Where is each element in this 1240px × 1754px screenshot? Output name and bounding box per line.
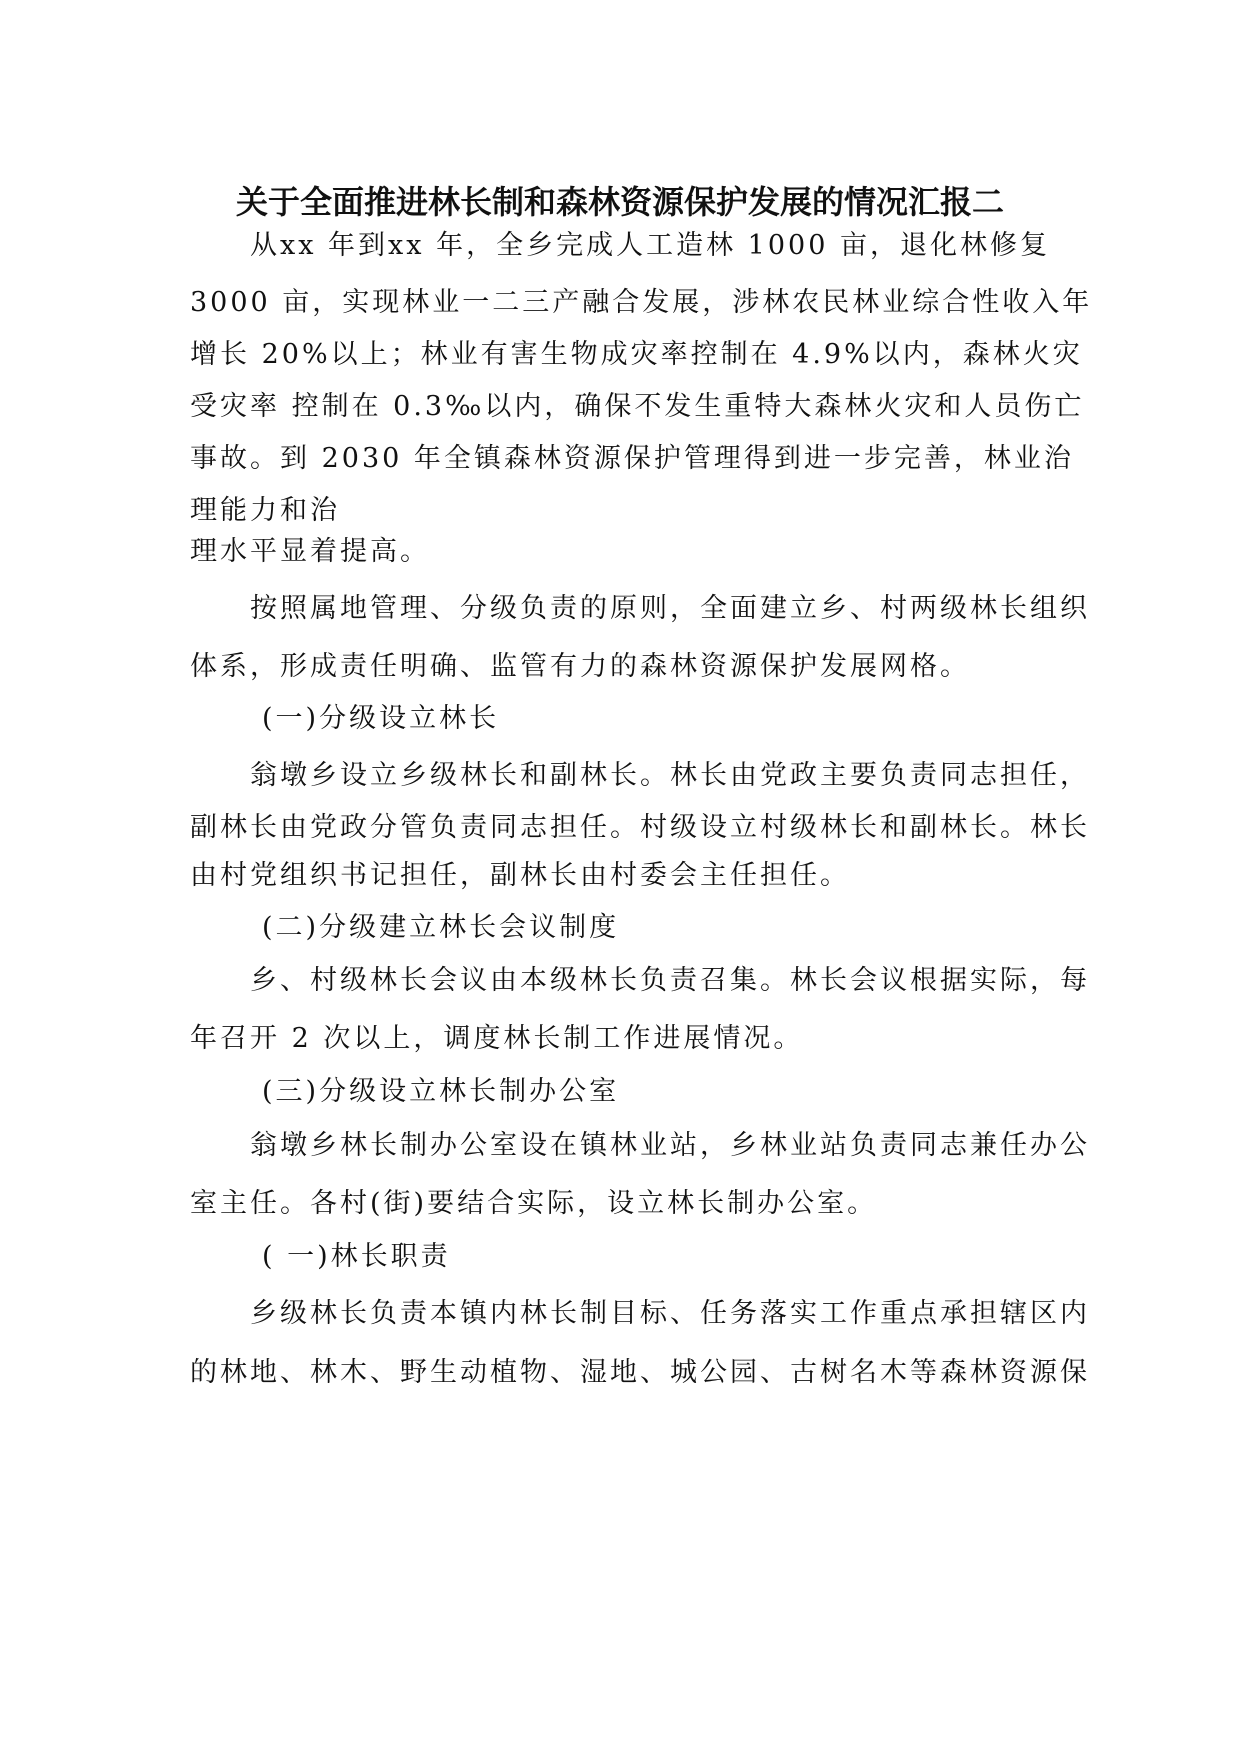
paragraph-line: 体系，形成责任明确、监管有力的森林资源保护发展网格。 <box>190 651 970 682</box>
section-heading: (二)分级建立林长会议制度 <box>262 912 620 943</box>
paragraph-line: 按照属地管理、分级负责的原则，全面建立乡、村两级林长组织 <box>250 593 1090 624</box>
paragraph-line: 从xx 年到xx 年，全乡完成人工造林 1000 亩，退化林修复 <box>250 230 1050 261</box>
paragraph-line: 理水平显着提高。 <box>190 536 430 567</box>
section-heading: (一)分级设立林长 <box>262 703 500 734</box>
paragraph-line: 翁墩乡设立乡级林长和副林长。林长由党政主要负责同志担任， <box>250 760 1090 791</box>
paragraph-line: 室主任。各村(街)要结合实际，设立林长制办公室。 <box>190 1188 878 1219</box>
section-heading: ( 一)林长职责 <box>262 1241 451 1272</box>
paragraph-line: 增长 20%以上；林业有害生物成灾率控制在 4.9%以内，森林火灾 <box>190 339 1083 370</box>
paragraph-line: 3000 亩，实现林业一二三产融合发展，涉林农民林业综合性收入年 <box>190 287 1093 318</box>
paragraph-line: 受灾率 控制在 0.3‰以内，确保不发生重特大森林火灾和人员伤亡 <box>190 391 1085 422</box>
paragraph-line: 事故。到 2030 年全镇森林资源保护管理得到进一步完善，林业治 <box>190 443 1074 474</box>
paragraph-line: 乡级林长负责本镇内林长制目标、任务落实工作重点承担辖区内 <box>250 1298 1090 1329</box>
paragraph-line: 的林地、林木、野生动植物、湿地、城公园、古树名木等森林资源保 <box>190 1357 1090 1388</box>
paragraph-line: 年召开 2 次以上，调度林长制工作进展情况。 <box>190 1023 804 1054</box>
document-title: 关于全面推进林长制和森林资源保护发展的情况汇报二 <box>235 183 1004 221</box>
paragraph-line: 理能力和治 <box>190 495 340 526</box>
paragraph-line: 乡、村级林长会议由本级林长负责召集。林长会议根据实际，每 <box>250 965 1090 996</box>
paragraph-line: 副林长由党政分管负责同志担任。村级设立村级林长和副林长。林长 <box>190 812 1090 843</box>
paragraph-line: 翁墩乡林长制办公室设在镇林业站，乡林业站负责同志兼任办公 <box>250 1130 1090 1161</box>
section-heading: (三)分级设立林长制办公室 <box>262 1076 620 1107</box>
paragraph-line: 由村党组织书记担任，副林长由村委会主任担任。 <box>190 860 850 891</box>
